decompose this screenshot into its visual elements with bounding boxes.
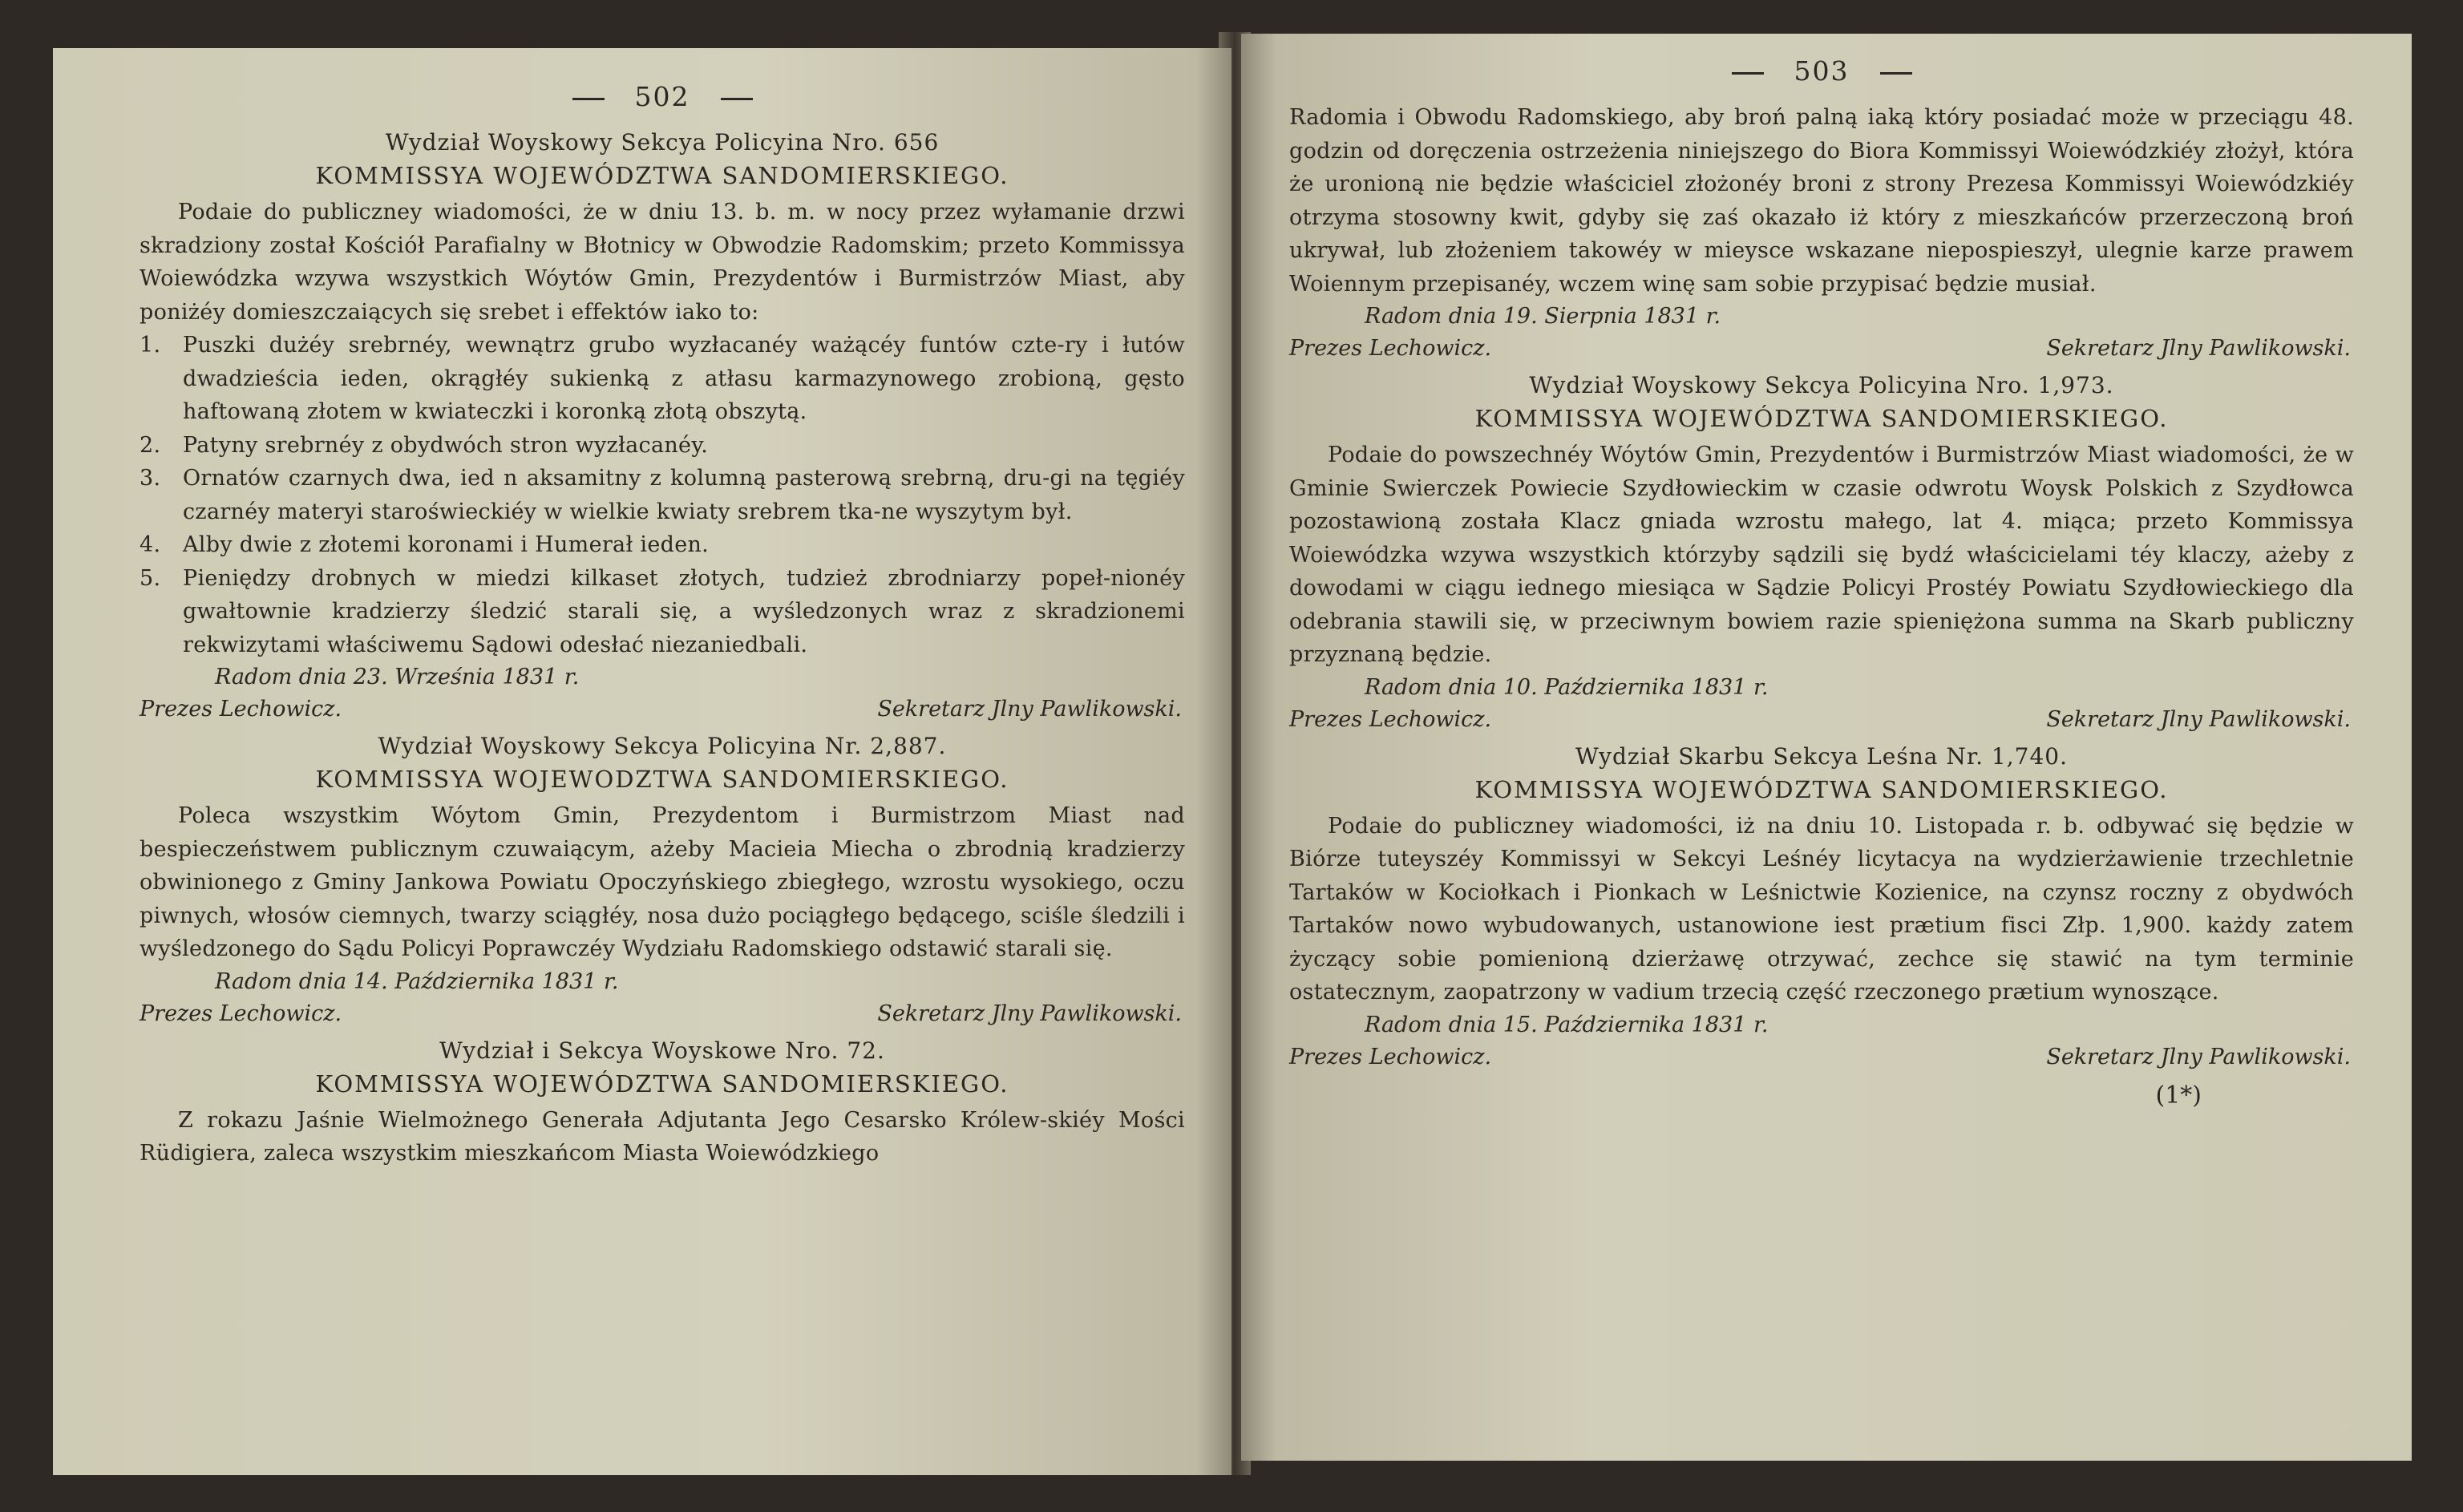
commission-title: KOMMISSYA WOJEWÓDZTWA SANDOMIERSKIEGO. xyxy=(1474,405,2169,432)
signature-line xyxy=(1289,704,2354,736)
commission-title: KOMMISSYA WOJEWÓDZTWA SANDOMIERSKIEGO. xyxy=(1474,775,2169,803)
notice-1740 xyxy=(1289,741,2354,1073)
notice-date: Radom dnia 15. Października 1831 r. xyxy=(1365,1012,1769,1037)
notice-72-continued xyxy=(1289,101,2354,365)
notice-body: Z rokazu Jaśnie Wielmożnego Generała Adjutanta Jego Cesarsko Królew-skiéy Mości Rüdigiera, zaleca wszystkim mieszkańcom Miasta Woiewódzkiego xyxy=(140,1107,1185,1166)
notice-header-line: Wydział Woyskowy Sekcya Policyina Nr. 2,887. xyxy=(378,733,947,759)
signature-line xyxy=(140,693,1185,726)
signature-secretary: Sekretarz Jlny Pawlikowski. xyxy=(2046,706,2351,732)
signature-secretary: Sekretarz Jlny Pawlikowski. xyxy=(877,1001,1182,1026)
commission-title: KOMMISSYA WOJEWÓDZTWA SANDOMIERSKIEGO. xyxy=(315,162,1009,189)
notice-date: Radom dnia 23. Września 1831 r. xyxy=(215,665,580,689)
notice-72 xyxy=(140,1035,1185,1170)
signature-line xyxy=(1289,333,2354,365)
signature-secretary: Sekretarz Jlny Pawlikowski. xyxy=(2046,336,2351,361)
notice-body: Podaie do powszechnéy Wóytów Gmin, Prezydentów i Burmistrzów Miast wiadomości, że w Gminie Swierczek Powiecie Szydłowieckim w czasie odwrotu Woysk Polskich z Szydłowca pozostawioną została Klacz gniada wzrostu małego, lat 4. miąca; przeto Kommissya Woiewódzka wzywa wszystkich którzyby sądzili się bydź właścicielami téy klaczy, ażeby z dowodami w ciągu iednego miesiąca w Sądzie Policyi Prostéy Powiatu Szydłowieckiego dla odebrania stawili się, w przeciwnym bowiem razie spieniężona summa na Skarb publiczny przyznaną będzie. xyxy=(1289,443,2354,667)
signature-mark: (1*) xyxy=(2155,1081,2202,1110)
notice-header-line: Wydział i Sekcya Woyskowe Nro. 72. xyxy=(439,1037,885,1064)
notice-header-line: Wydział Skarbu Sekcya Leśna Nr. 1,740. xyxy=(1575,742,2068,770)
commission-title: KOMMISSYA WOJEWÓDZTWA SANDOMIERSKIEGO. xyxy=(315,1069,1009,1098)
notice-656 xyxy=(140,127,1185,726)
signature-president: Prezes Lechowicz. xyxy=(1289,336,1492,361)
notice-2887 xyxy=(140,730,1185,1030)
signature-line xyxy=(140,998,1185,1030)
notice-1973 xyxy=(1289,370,2354,736)
notice-body: Podaie do publiczney wiadomości, iż na dniu 10. Listopada r. b. odbywać się będzie w Biórze tuteyszéy Kommissyi w Sekcyi Leśnéy licytacya na wydzierżawienie trzechletnie Tartaków w Kociołkach i Pionkach w Leśnictwie Kozienice, na czynsz roczny z obydwóch Tartaków nowo wybudowanych, ustanowione iest prætium fisci Złp. 1,900. każdy zatem życzący sobie pomienioną dzierżawę otrzywać, zechce się stawić na tym terminie ostatecznym, zaopatrzony w vadium trzecią część rzeczonego prætium wynoszące. xyxy=(1289,813,2354,1005)
page-number-left: 502 xyxy=(140,75,1185,119)
right-page xyxy=(1241,34,2412,1461)
signature-president: Prezes Lechowicz. xyxy=(140,697,342,722)
commission-title: KOMMISSYA WOJEWODZTWA SANDOMIERSKIEGO. xyxy=(315,766,1009,793)
notice-header-line: Wydział Woyskowy Sekcya Policyina Nro. 1,973. xyxy=(1529,372,2114,398)
notice-body: Poleca wszystkim Wóytom Gmin, Prezydentom i Burmistrzom Miast nad bespieczeństwem publicznym czuwaiącym, ażeby Macieia Miecha o zbrodnią kradzierzy obwinionego z Gminy Jankowa Powiatu Opoczyńskiego zbiegłego, wzrostu wysokiego, oczu piwnych, włosów ciemnych, twarzy sciągłéy, nosa dużo pociągłego będącego, sciśle śledzili i wyśledzonego do Sądu Policyi Poprawczéy Wydziału Radomskiego odstawić starali się. xyxy=(140,803,1185,961)
signature-president: Prezes Lechowicz. xyxy=(1289,706,1492,732)
notice-date: Radom dnia 10. Października 1831 r. xyxy=(1365,674,1769,700)
notice-body: Radomia i Obwodu Radomskiego, aby broń palną iaką który posiadać może w przeciągu 48. godzin od doręczenia ostrzeżenia niniejszego do Biora Kommissyi Woiewódzkiéy złożył, która że uronioną nie będzie właściciel złożonéy broni z strony Prezesa Kommissyi Woiewódzkiéy otrzyma stosowny kwit, gdyby się zaś okazało iż który z mieszkańców przerzeczoną broń ukrywał, lub złożeniem takowéy w mieysce wskazane niepospieszył, ulegnie karze prawem Woiennym przepisanéy, wczem winę sam sobie przypisać będzie musiał. xyxy=(1289,105,2354,297)
list-item: 4. Alby dwie z złotemi koronami i Humerał ieden. xyxy=(140,532,710,557)
notice-intro: Podaie do publiczney wiadomości, że w dniu 13. b. m. w nocy przez wyłamanie drzwi skradziony został Kościół Parafialny w Błotnicy w Obwodzie Radomskim; przeto Kommissya Woiewódzka wzywa wszystkich Wóytów Gmin, Prezydentów i Burmistrzów Miast, aby poniżéy domieszczaiących się srebet i effektów iako to: xyxy=(140,200,1185,325)
notice-date: Radom dnia 19. Sierpnia 1831 r. xyxy=(1365,304,1721,329)
page-number-right: 503 xyxy=(1289,50,2354,93)
notice-date: Radom dnia 14. Października 1831 r. xyxy=(215,968,619,994)
list-item: 2. Patyny srebrnéy z obydwóch stron wyzłacanéy. xyxy=(140,432,709,458)
list-item: 3. Ornatów czarnych dwa, ied n aksamitny z kolumną pasterową srebrną, dru-gi na tęgiéy czarnéy materyi staroświeckiéy w wielkie kwiaty srebrem tka-ne wyszytym był. xyxy=(140,466,1185,524)
list-item: 5. Pieniędzy drobnych w miedzi kilkaset złotych, tudzież zbrodniarzy popeł-nionéy gwałtownie kradzierzy śledzić starali się, a wyśledzonych wraz z skradzionemi rekwizytami właściwemu Sądowi odesłać niezaniedbali. xyxy=(140,565,1185,657)
list-item: 1. Puszki dużéy srebrnéy, wewnątrz grubo wyzłacanéy ważącéy funtów czte-ry i łutów dwadzieścia ieden, okrągłéy sukienką z atłasu karmazynowego zrobioną, gęsto haftowaną złotem w kwiateczki i koronką złotą obszytą. xyxy=(140,333,1185,424)
left-page xyxy=(53,48,1232,1475)
signature-president: Prezes Lechowicz. xyxy=(140,1001,342,1026)
signature-secretary: Sekretarz Jlny Pawlikowski. xyxy=(877,697,1182,722)
signature-president: Prezes Lechowicz. xyxy=(1289,1044,1492,1069)
notice-header-line: Wydział Woyskowy Sekcya Policyina Nro. 656 xyxy=(385,129,940,156)
signature-secretary: Sekretarz Jlny Pawlikowski. xyxy=(2046,1044,2351,1069)
signature-line xyxy=(1289,1041,2354,1073)
